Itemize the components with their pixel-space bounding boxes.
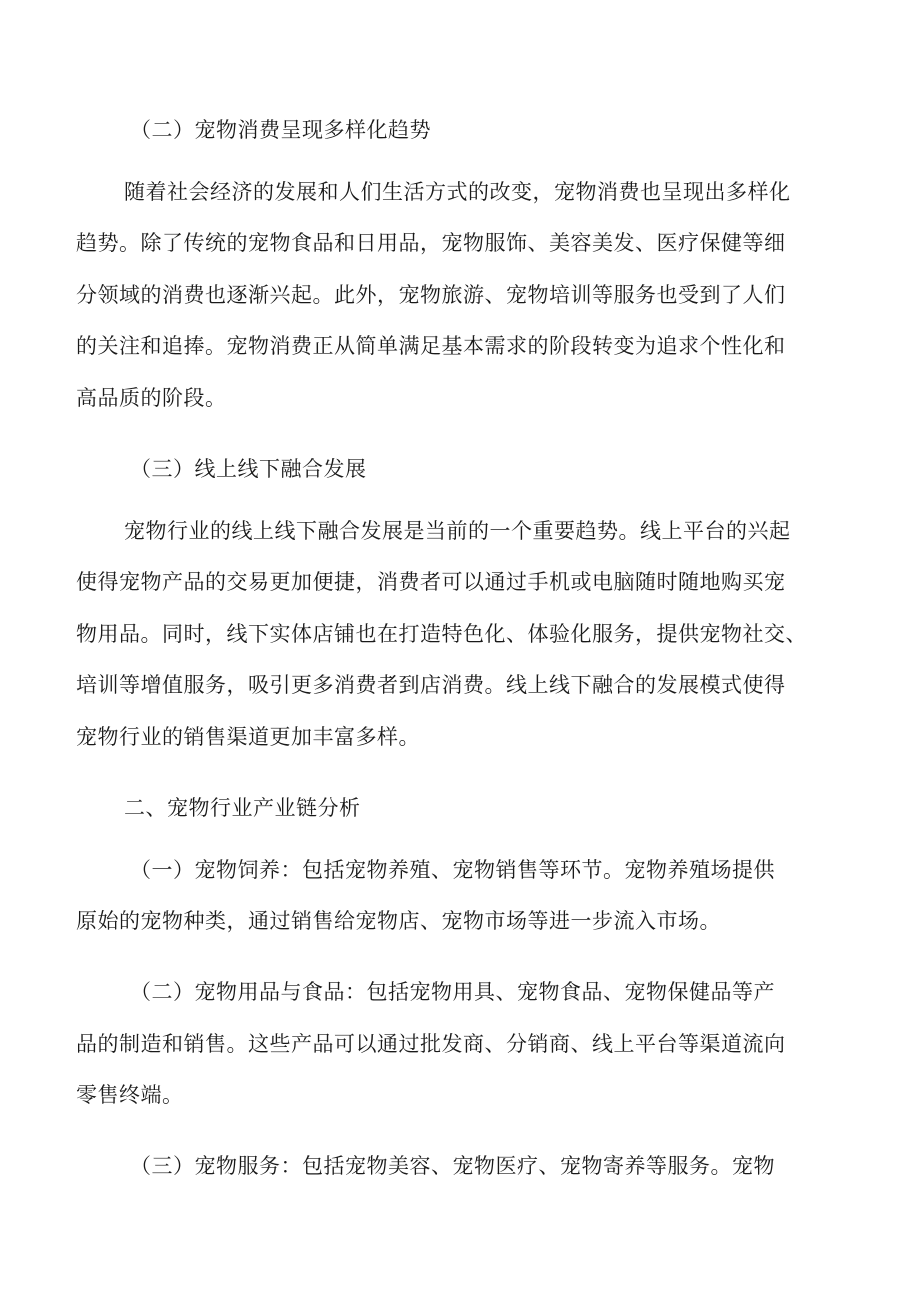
paragraph-line: 分领域的消费也逐渐兴起。此外，宠物旅游、宠物培训等服务也受到了人们 [76, 283, 786, 307]
paragraph-line: 培训等增值服务，吸引更多消费者到店消费。线上线下融合的发展模式使得 [76, 673, 786, 697]
paragraph-line: （三）宠物服务：包括宠物美容、宠物医疗、宠物寄养等服务。宠物 [130, 1154, 775, 1178]
paragraph-line: 高品质的阶段。 [76, 386, 227, 410]
paragraph-line: 宠物行业的销售渠道更加丰富多样。 [76, 725, 420, 749]
paragraph-line: 宠物行业的线上线下融合发展是当前的一个重要趋势。线上平台的兴起 [124, 519, 791, 543]
paragraph-line: 趋势。除了传统的宠物食品和日用品，宠物服饰、美容美发、医疗保健等细 [76, 231, 786, 255]
paragraph-line: 使得宠物产品的交易更加便捷，消费者可以通过手机或电脑随时随地购买宠 [76, 570, 786, 594]
paragraph-line: 品的制造和销售。这些产品可以通过批发商、分销商、线上平台等渠道流向 [76, 1032, 786, 1056]
paragraph-line: 零售终端。 [76, 1083, 184, 1107]
paragraph-line: 物用品。同时，线下实体店铺也在打造特色化、体验化服务，提供宠物社交、 [76, 622, 807, 646]
paragraph-line: 的关注和追捧。宠物消费正从简单满足基本需求的阶段转变为追求个性化和 [76, 334, 786, 358]
section-heading-industry-chain: 二、宠物行业产业链分析 [124, 796, 361, 820]
paragraph-line: （二）宠物用品与食品：包括宠物用具、宠物食品、宠物保健品等产 [130, 980, 775, 1004]
paragraph-line: （一）宠物饲养：包括宠物养殖、宠物销售等环节。宠物养殖场提供 [130, 858, 775, 882]
subheading-online-offline: （三）线上线下融合发展 [130, 457, 367, 481]
subheading-diversified-consumption: （二）宠物消费呈现多样化趋势 [130, 118, 431, 142]
paragraph-line: 原始的宠物种类，通过销售给宠物店、宠物市场等进一步流入市场。 [76, 909, 721, 933]
paragraph-line: 随着社会经济的发展和人们生活方式的改变，宠物消费也呈现出多样化 [124, 180, 791, 204]
